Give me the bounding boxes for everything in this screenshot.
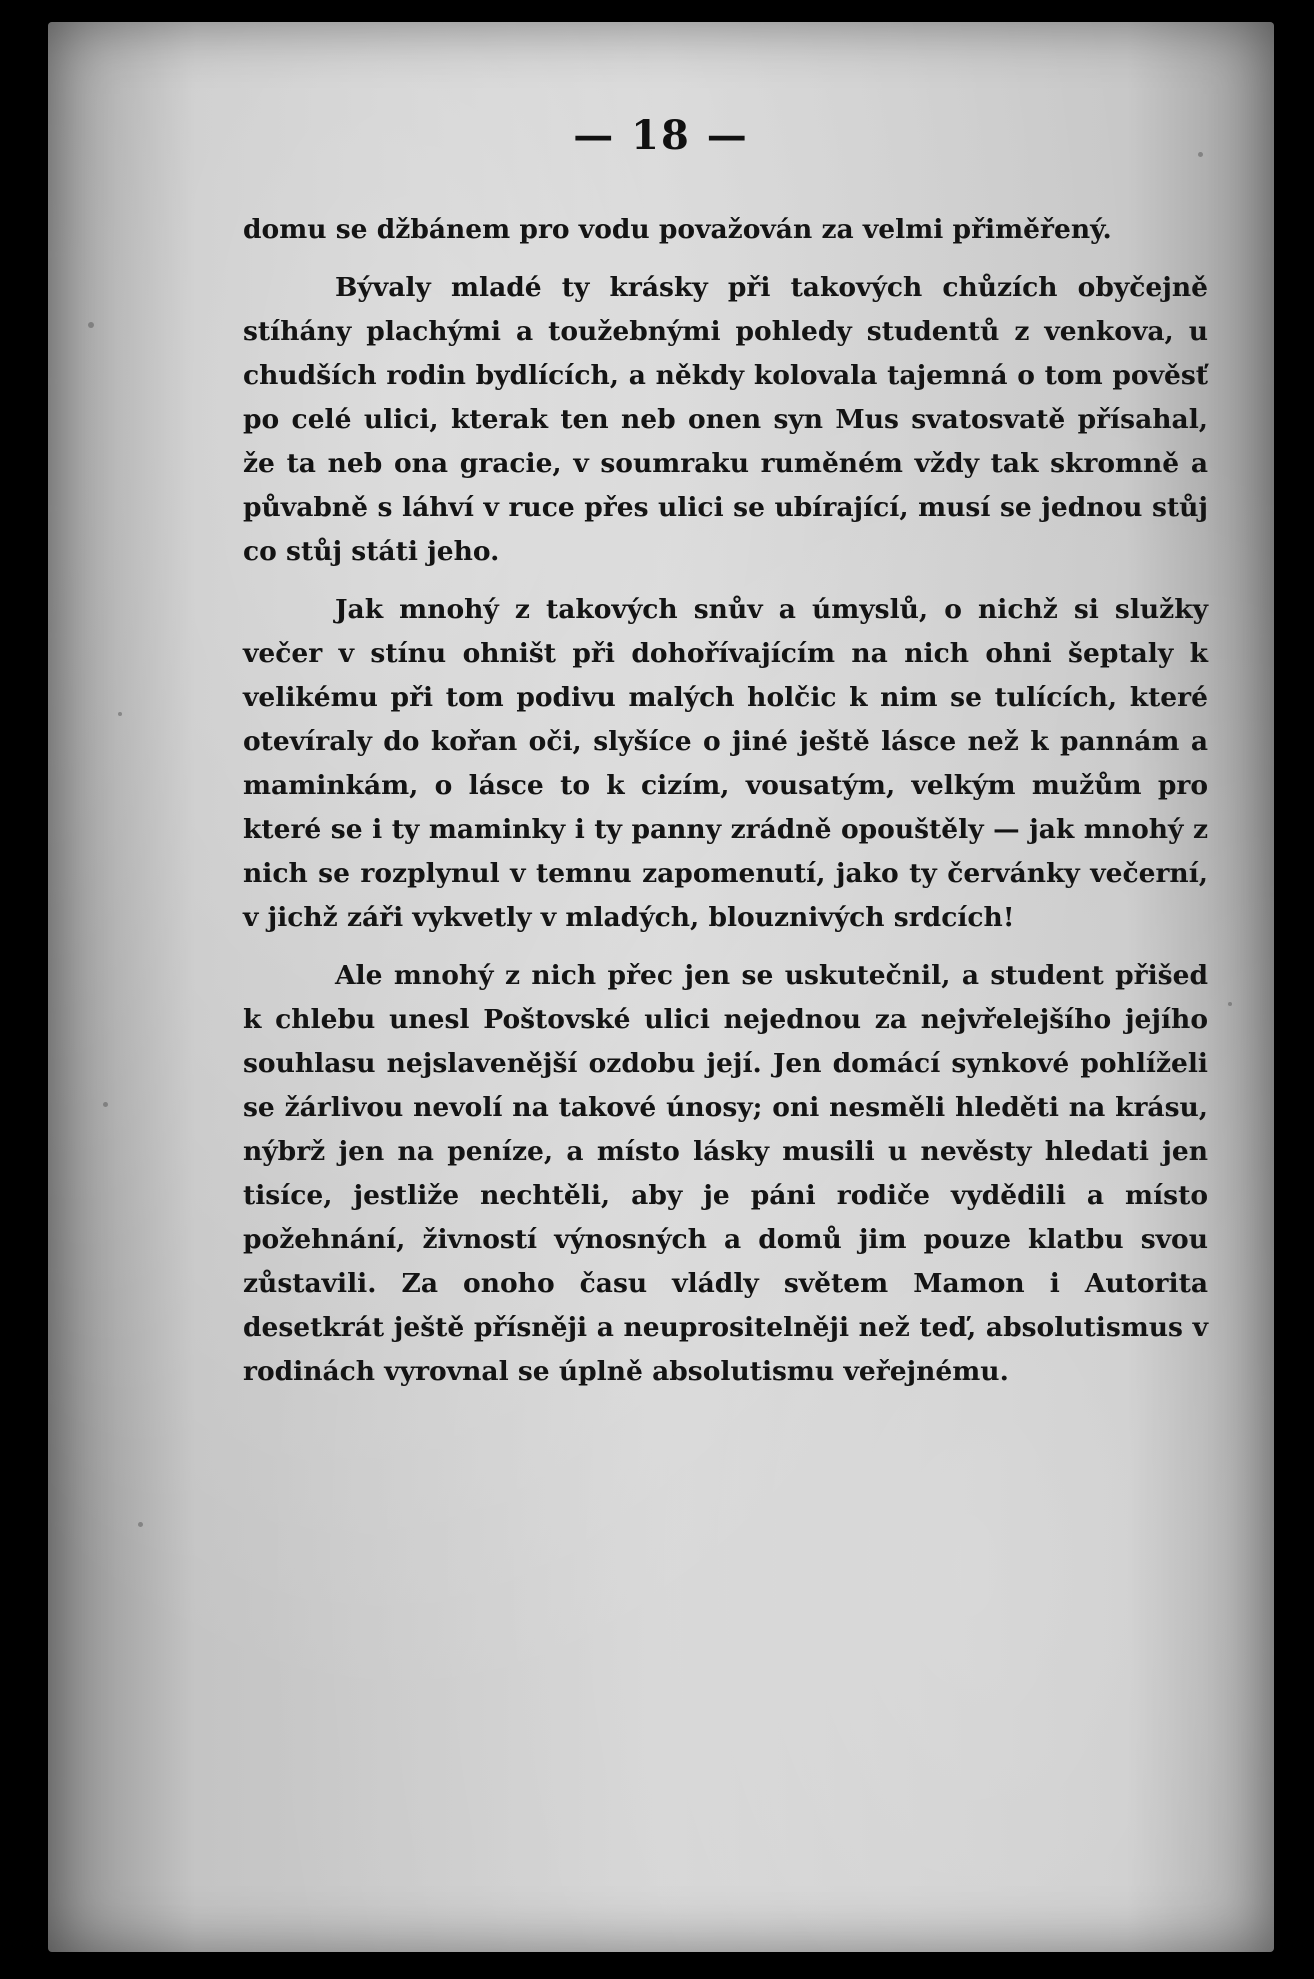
paragraph-3: Jak mnohý z takových snův a úmyslů, o nichž si služky večer v stínu ohništ při dohořívajícím na nich ohni šeptaly k velikému při tom podivu malých holčic k nim se tulících, které otevíraly do kořan oči, slyšíce o jiné ještě lásce než k pannám a maminkám, o lásce to k cizím, vousatým, velkým mužům pro které se i ty maminky i ty panny zrádně opouštěly — jak mnohý z nich se rozplynul v temnu zapomenutí, jako ty červánky večerní, v jichž záři vykvetly v mladých, blouznivých srdcích! — [243, 594, 1208, 933]
paragraph-2: Bývaly mladé ty krásky při takových chůzích obyčejně stíhány plachými a toužebnými pohledy studentů z venkova, u chudších rodin bydlících, a někdy kolovala tajemná o tom pověsť po celé ulici, kterak ten neb onen syn Mus svatosvatě přísahal, že ta neb ona gracie, v soumraku ruměném vždy tak skromně a půvabně s láhví v ruce přes ulici se ubírající, musí se jednou stůj co stůj státi jeho. — [243, 272, 1208, 567]
paper-speck — [138, 1522, 143, 1527]
page-number: — 18 — — [573, 112, 749, 159]
paper-speck — [103, 1102, 108, 1107]
paragraph-4: Ale mnohý z nich přec jen se uskutečnil, a student přišed k chlebu unesl Poštovské ulici nejednou za nejvřelejšího jejího souhlasu nejslavenější ozdobu její. Jen domácí synkové pohlíželi se žárlivou nevolí na takové únosy; oni nesměli hleděti na krásu, nýbrž jen na peníze, a místo lásky musili u nevěsty hledati jen tisíce, jestliže nechtěli, aby je páni rodiče vydědili a místo požehnání, živností výnosných a domů jim pouze klatbu svou zůstavili. Za onoho času vládly světem Mamon i Autorita desetkrát ještě přísněji a neuprositelněji než teď, absolutismus v rodinách vyrovnal se úplně absolutismu veřejnému. — [243, 960, 1208, 1387]
page-text — [243, 208, 1208, 1408]
paragraph-1: domu se džbánem pro vodu považován za velmi přiměřený. — [243, 214, 1112, 245]
paper-speck — [1228, 1002, 1232, 1006]
paper-speck — [88, 322, 94, 328]
paper-speck — [1198, 152, 1203, 157]
paper-speck — [118, 712, 122, 716]
book-page — [48, 22, 1274, 1952]
